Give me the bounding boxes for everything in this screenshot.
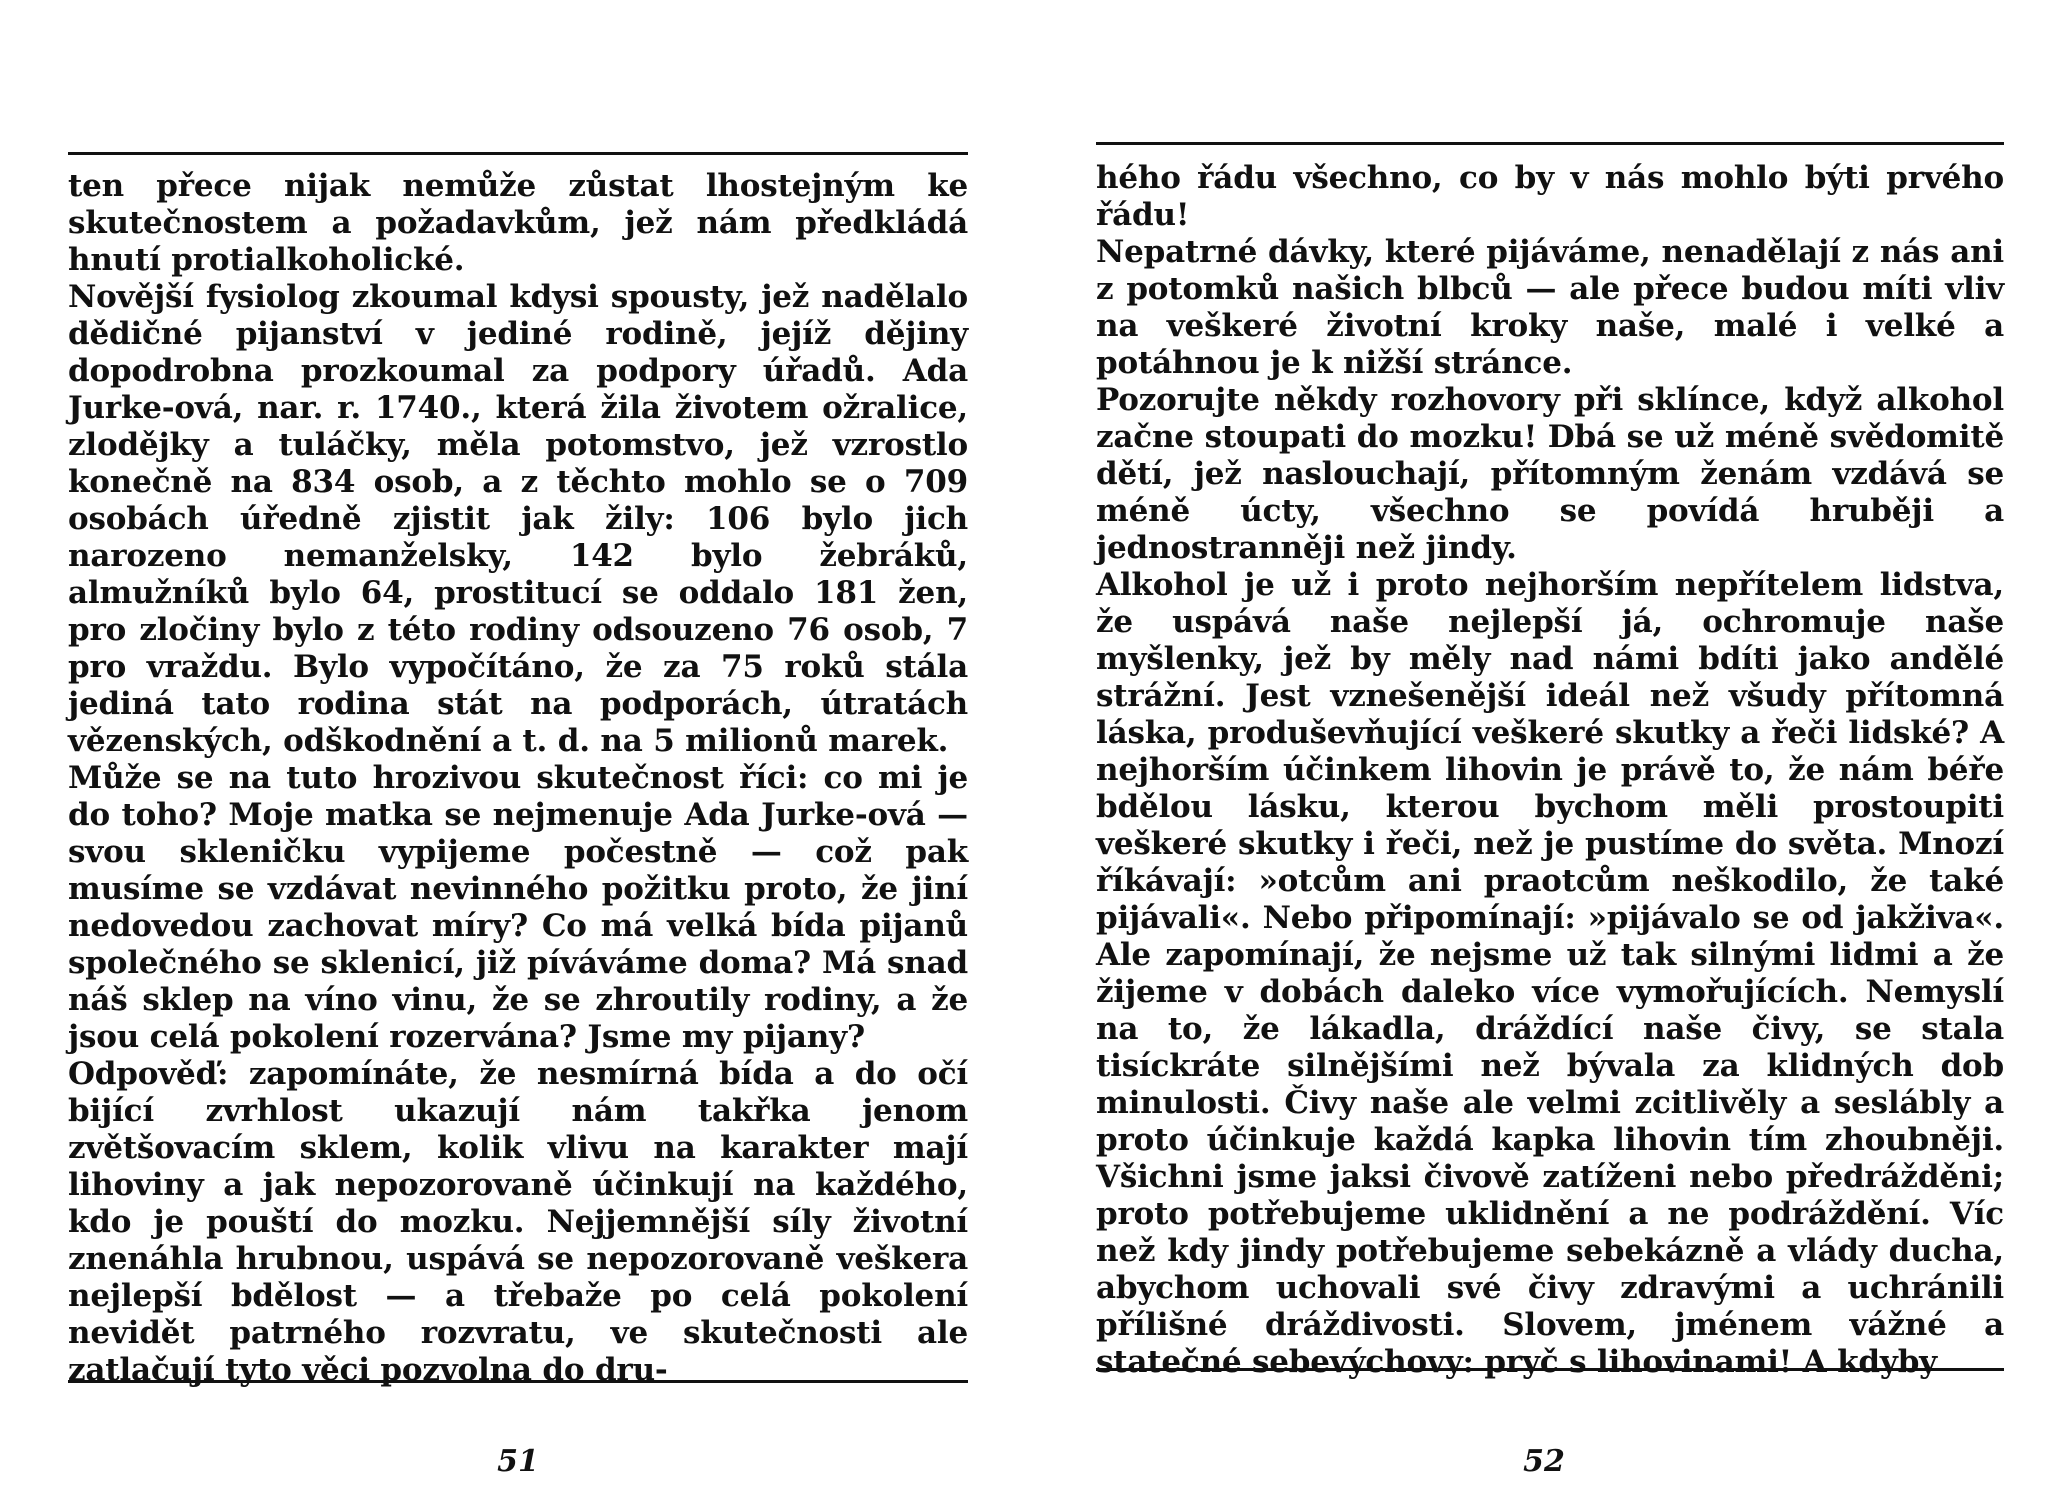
bottom-rule bbox=[68, 1380, 968, 1383]
top-rule bbox=[68, 152, 968, 155]
paragraph: hého řádu všechno, co by v nás mohlo býti prvého řádu! bbox=[1096, 160, 2004, 233]
right-page bbox=[1096, 0, 2004, 1500]
paragraph: Alkohol je už i proto nejhorším nepřítelem lidstva, že uspává naše nejlepší já, ochromuje naše myšlenky, jež by měly nad námi bdíti jako andělé strážní. Jest vznešenější ideál než všudy přítomná láska, produševňující veškeré skutky a řeči lidské? A nejhorším účinkem lihovin je právě to, že nám béře bdělou lásku, kterou bychom měli prostoupiti veškeré skutky i řeči, než je pustíme do světa. Mnozí říkávají: »otcům ani praotcům neškodilo, že také pijávali«. Nebo připomínají: »pijávalo se od jakživa«. Ale zapomínají, že nejsme už tak silnými lidmi a že žijeme v dobách daleko více vymořujících. Nemyslí na to, že lákadla, dráždící naše čivy, se stala tisíckráte silnějšími než bývala za klidných dob minulosti. Čivy naše ale velmi zcitlivěly a seslábly a proto účinkuje každá kapka lihovin tím zhoubněji. Všichni jsme jaksi čivově zatíženi nebo předrážděni; proto potřebujeme uklidnění a ne podráždění. Víc než kdy jindy potřebujeme sebekázně a vlády ducha, abychom uchovali své čivy zdravými a uchránili přílišné dráždivosti. Slovem, jménem vážné a statečné sebevýchovy: pryč s lihovinami! A kdyby bbox=[1096, 567, 2004, 1380]
page-number: 51 bbox=[497, 1444, 539, 1479]
paragraph: Odpověď: zapomínáte, že nesmírná bída a do očí bijící zvrhlost ukazují nám takřka jenom zvětšovacím sklem, kolik vlivu na karakter mají lihoviny a jak nepozorovaně účinkují na každého, kdo je pouští do mozku. Nejjemnější síly životní znenáhla hrubnou, uspává se nepozorovaně veškera nejlepší bdělost — a třebaže po celá pokolení nevidět patrného rozvratu, ve skutečnosti ale zatlačují tyto věci pozvolna do dru- bbox=[68, 1056, 968, 1388]
paragraph: Nepatrné dávky, které pijáváme, nenadělají z nás ani z potomků našich blbců — ale přece budou míti vliv na veškeré životní kroky naše, malé i velké a potáhnou je k nižší stránce. bbox=[1096, 234, 2004, 381]
paragraph: Novější fysiolog zkoumal kdysi spousty, jež nadělalo dědičné pijanství v jediné rodině, jejíž dějiny dopodrobna prozkoumal za podpory úřadů. Ada Jurke-ová, nar. r. 1740., která žila životem ožralice, zlodějky a tuláčky, měla potomstvo, jež vzrostlo konečně na 834 osob, a z těchto mohlo se o 709 osobách úředně zjistit jak žily: 106 bylo jich narozeno nemanželsky, 142 bylo žebráků, almužníků bylo 64, prostitucí se oddalo 181 žen, pro zločiny bylo z této rodiny odsouzeno 76 osob, 7 pro vraždu. Bylo vypočítáno, že za 75 roků stála jediná tato rodina stát na podporách, útratách vězenských, odškodnění a t. d. na 5 milionů marek. bbox=[68, 279, 968, 759]
paragraph: Pozorujte někdy rozhovory při sklínce, když alkohol začne stoupati do mozku! Dbá se už méně svědomitě dětí, jež naslouchají, přítomným ženám vzdává se méně úcty, všechno se povídá hruběji a jednostranněji než jindy. bbox=[1096, 382, 2004, 566]
paragraph: Může se na tuto hrozivou skutečnost říci: co mi je do toho? Moje matka se nejmenuje Ada Jurke-ová — svou skleničku vypijeme počestně — což pak musíme se vzdávat nevinného požitku proto, že jiní nedovedou zachovat míry? Co má velká bída pijanů společného se sklenicí, již píváváme doma? Má snad náš sklep na víno vinu, že se zhroutily rodiny, a že jsou celá pokolení rozervána? Jsme my pijany? bbox=[68, 760, 968, 1055]
page-number: 52 bbox=[1523, 1444, 1565, 1479]
left-page-text bbox=[68, 168, 968, 1389]
top-rule bbox=[1096, 142, 2004, 145]
left-page bbox=[68, 0, 968, 1500]
bottom-rule bbox=[1096, 1368, 2004, 1371]
right-page-text bbox=[1096, 160, 2004, 1381]
paragraph: ten přece nijak nemůže zůstat lhostejným ke skutečnostem a požadavkům, jež nám předkládá hnutí protialkoholické. bbox=[68, 168, 968, 278]
